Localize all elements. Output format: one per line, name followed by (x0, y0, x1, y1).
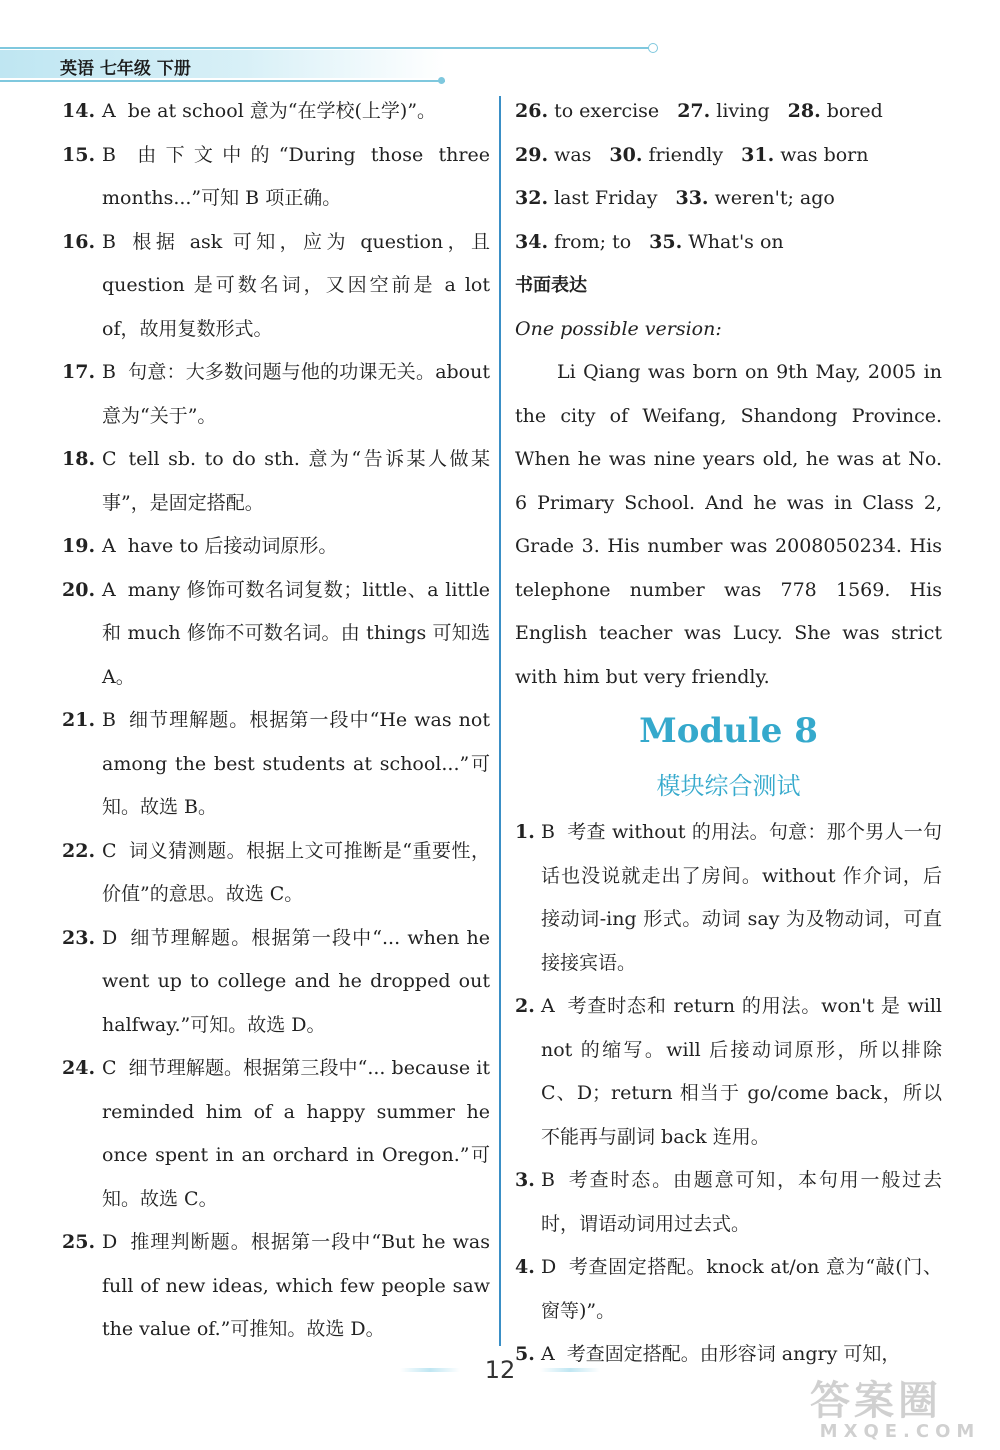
fill-answer-number: 28. (787, 100, 821, 122)
answer-choice: B (102, 230, 116, 253)
answer-number: 16. (62, 230, 96, 253)
left-column (62, 90, 490, 1352)
header-rule-bottom-dot (438, 77, 445, 84)
answer-item (62, 90, 490, 134)
fill-answer-number: 30. (609, 143, 643, 166)
answer-explanation: many 修饰可数名词复数；little、a little 和 much 修饰不可数名词。由 things 可知选 A。 (102, 578, 490, 688)
answer-choice: D (102, 1231, 118, 1253)
answer-number: 20. (62, 578, 96, 601)
answer-number: 17. (62, 361, 96, 383)
answer-explanation: 考查 without 的用法。句意：那个男人一句话也没说就走出了房间。without 作介词，后接动词-ing 形式。动词 say 为及物动词，可直接接宾语。 (541, 821, 942, 974)
module-answer-item (515, 1159, 942, 1246)
header-rule-bottom (0, 80, 445, 82)
writing-version-label: One possible version: (515, 317, 722, 340)
answer-number: 3. (515, 1169, 535, 1191)
left-answer-list (62, 90, 490, 1352)
answer-number: 2. (515, 995, 535, 1017)
header-rule-top (0, 47, 655, 49)
answer-explanation: 根据 ask 可知，应为 question，且 question 是可数名词，又因空前是 a lot of，故用复数形式。 (102, 230, 490, 340)
answer-explanation: 推理判断题。根据第一段中“But he was full of new ideas, which few people saw the value of.”可推知。故选 D。 (102, 1231, 490, 1340)
answer-number: 18. (62, 448, 96, 470)
fill-answer-number: 31. (741, 143, 775, 166)
fill-answer-text: What's on (688, 230, 784, 253)
answer-item (62, 1221, 490, 1352)
right-column (515, 90, 942, 1377)
fill-answer-text: to exercise (554, 100, 660, 122)
answer-number: 21. (62, 709, 96, 731)
answer-number: 5. (515, 1343, 535, 1365)
answer-choice: B (541, 1169, 555, 1191)
answer-explanation: have to 后接动词原形。 (127, 535, 338, 557)
answer-choice: A (541, 995, 555, 1017)
answer-explanation: 细节理解题。根据第一段中“He was not among the best students at school...”可知。故选 B。 (102, 709, 490, 818)
answer-number: 24. (62, 1057, 96, 1079)
watermark-text: 答案圈 (810, 1378, 942, 1424)
fill-answer-list (515, 90, 942, 264)
writing-sample-paragraph: Li Qiang was born on 9th May, 2005 in the city of Weifang, Shandong Province. When he was nine years old, he was at No. 6 Primary School. And he was in Class 2, Grade 3. His number was 2008050234. His telephone number was 778 1569. His English teacher was Lucy. She was strict with him but very friendly. (515, 361, 942, 688)
fill-answer-line (515, 221, 942, 265)
answer-number: 14. (62, 100, 96, 122)
answer-choice: B (102, 709, 116, 731)
module-subtitle: 模块综合测试 (656, 772, 801, 800)
answer-item (62, 351, 490, 438)
fill-answer-number: 29. (515, 143, 549, 166)
running-header-title: 英语 七年级 下册 (60, 59, 191, 79)
fill-answer-line (515, 177, 942, 221)
answer-choice: B (102, 361, 116, 383)
fill-answer-text: bored (826, 100, 883, 122)
fill-answer-line (515, 134, 942, 178)
answer-item (62, 699, 490, 830)
answer-choice: B (541, 821, 555, 843)
answer-choice: B (102, 143, 116, 166)
fill-answer-number: 26. (515, 100, 549, 122)
answer-explanation: 词义猜测题。根据上文可推断是“重要性，价值”的意思。故选 C。 (102, 839, 490, 905)
answer-number: 15. (62, 143, 96, 166)
answer-explanation: 由下文中的“During those three months...”可知 B 项正确。 (102, 143, 490, 209)
answer-explanation: 考查固定搭配。knock at/on 意为“敲(门、窗等)”。 (541, 1256, 942, 1322)
answer-item (62, 830, 490, 917)
answer-number: 22. (62, 839, 96, 862)
answer-number: 4. (515, 1256, 535, 1278)
fill-answer-number: 27. (677, 100, 711, 122)
fill-answer-text: from; to (554, 230, 632, 253)
answer-explanation: be at school 意为“在学校(上学)”。 (127, 100, 437, 122)
answer-choice: C (102, 448, 117, 470)
answer-choice: D (102, 926, 118, 949)
footer-decoration-left (400, 1368, 460, 1372)
answer-explanation: 考查固定搭配。由形容词 angry 可知， (566, 1343, 901, 1365)
answer-choice: A (541, 1343, 555, 1365)
answer-item (62, 917, 490, 1048)
fill-answer-number: 32. (515, 187, 549, 209)
fill-answer-number: 35. (649, 230, 683, 253)
answer-choice: A (102, 535, 116, 557)
fill-answer-text: last Friday (554, 187, 658, 209)
answer-item (62, 1047, 490, 1221)
fill-answer-text: weren't; ago (714, 187, 835, 209)
module-answer-item (515, 1246, 942, 1333)
answer-number: 19. (62, 535, 96, 557)
answer-explanation: 考查时态和 return 的用法。won't 是 will not 的缩写。will 后接动词原形，所以排除 C、D；return 相当于 go/come back，所以不能再与副词 back 连用。 (541, 995, 942, 1148)
answer-item (62, 438, 490, 525)
header-rule-end-dot (648, 43, 658, 53)
answer-number: 25. (62, 1231, 96, 1253)
answer-explanation: 细节理解题。根据第一段中“... when he went up to college and he dropped out halfway.”可知。故选 D。 (102, 926, 490, 1036)
answer-choice: D (541, 1256, 557, 1278)
answer-explanation: 细节理解题。根据第三段中“... because it reminded him of a happy summer he once spent in an orchard in Oregon.”可知。故选 C。 (102, 1057, 490, 1210)
answer-number: 23. (62, 926, 96, 949)
answer-explanation: 句意：大多数问题与他的功课无关。about 意为“关于”。 (102, 361, 490, 427)
answer-choice: C (102, 1057, 117, 1079)
fill-answer-number: 34. (515, 230, 549, 253)
answer-choice: C (102, 839, 117, 862)
fill-answer-number: 33. (675, 187, 709, 209)
watermark-url: MXQE.COM (819, 1421, 981, 1442)
writing-heading: 书面表达 (515, 275, 587, 296)
answer-choice: A (102, 100, 116, 122)
fill-answer-text: living (716, 100, 770, 122)
module-title: Module 8 (639, 711, 818, 751)
page-number: 12 (484, 1356, 516, 1384)
module-answer-item (515, 811, 942, 985)
fill-answer-text: was born (780, 143, 869, 166)
answer-item (62, 569, 490, 700)
module-answer-item (515, 985, 942, 1159)
answer-explanation: 考查时态。由题意可知，本句用一般过去时，谓语动词用过去式。 (541, 1169, 942, 1235)
answer-item (62, 134, 490, 221)
answer-item (62, 221, 490, 352)
right-answer-list (515, 811, 942, 1377)
column-divider (499, 96, 501, 1346)
answer-number: 1. (515, 821, 535, 843)
answer-explanation: tell sb. to do sth. 意为“告诉某人做某事”，是固定搭配。 (102, 448, 490, 514)
answer-item (62, 525, 490, 569)
fill-answer-line (515, 90, 942, 134)
answer-choice: A (102, 578, 116, 601)
fill-answer-text: friendly (648, 143, 724, 166)
footer-decoration-right (540, 1368, 600, 1372)
watermark-logo (810, 1380, 990, 1442)
fill-answer-text: was (554, 143, 592, 166)
